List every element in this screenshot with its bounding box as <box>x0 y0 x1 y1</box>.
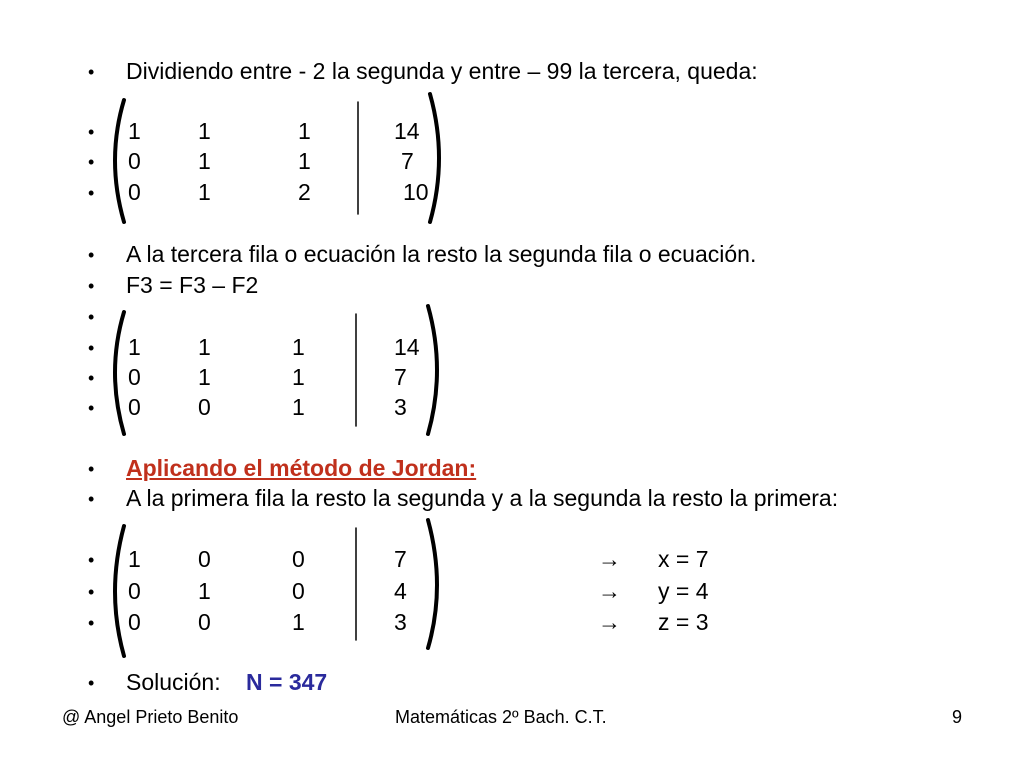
bullet: • <box>88 245 95 265</box>
result-z: z = 3 <box>658 609 709 635</box>
matrix3-cell: 0 <box>198 609 211 635</box>
bullet: • <box>88 307 95 327</box>
bullet: • <box>88 62 95 82</box>
intro-text: Dividiendo entre - 2 la segunda y entre – 99 la tercera, queda: <box>126 58 758 84</box>
bullet: • <box>88 338 95 358</box>
bullet: • <box>88 368 95 388</box>
footer-course: Matemáticas 2º Bach. C.T. <box>395 707 607 727</box>
bullet: • <box>88 550 95 570</box>
matrix2-cell: 0 <box>128 394 141 420</box>
matrix3-right-bracket <box>428 520 437 648</box>
bullet: • <box>88 459 95 479</box>
matrix1-cell: 1 <box>198 179 211 205</box>
matrix3-cell: 7 <box>394 546 407 572</box>
matrix1-cell: 10 <box>403 179 429 205</box>
matrix3-cell: 0 <box>198 546 211 572</box>
matrix1-cell: 1 <box>298 148 311 174</box>
matrix2-cell: 3 <box>394 394 407 420</box>
matrix1-cell: 1 <box>298 118 311 144</box>
matrix3-cell: 0 <box>292 546 305 572</box>
matrix2-cell: 14 <box>394 334 420 360</box>
matrix2-cell: 1 <box>128 334 141 360</box>
matrix1-cell: 2 <box>298 179 311 205</box>
matrix3-cell: 0 <box>128 578 141 604</box>
matrix3-cell: 0 <box>292 578 305 604</box>
bullet: • <box>88 673 95 693</box>
matrix3-cell: 3 <box>394 609 407 635</box>
matrix1-right-bracket <box>430 94 439 222</box>
matrix2-cell: 1 <box>198 364 211 390</box>
matrix1-cell: 1 <box>198 148 211 174</box>
matrix2-cell: 1 <box>292 394 305 420</box>
bullet: • <box>88 152 95 172</box>
matrix1-cell: 7 <box>401 148 414 174</box>
footer-author: @ Angel Prieto Benito <box>62 707 239 727</box>
matrix2-right-bracket <box>428 306 437 434</box>
result-x: x = 7 <box>658 546 709 572</box>
matrix2-cell: 0 <box>128 364 141 390</box>
matrix3-cell: 1 <box>292 609 305 635</box>
matrix3-cell: 1 <box>198 578 211 604</box>
matrix2-cell: 1 <box>198 334 211 360</box>
matrix2-cell: 0 <box>198 394 211 420</box>
bullet: • <box>88 398 95 418</box>
matrix2-left-bracket <box>115 312 124 434</box>
jordan-heading: Aplicando el método de Jordan: <box>126 455 477 481</box>
matrix1-left-bracket <box>115 100 124 222</box>
bullet: • <box>88 122 95 142</box>
matrix2-cell: 7 <box>394 364 407 390</box>
arrow-icon: → <box>598 578 621 604</box>
matrix3-cell: 1 <box>128 546 141 572</box>
arrow-icon: → <box>598 546 621 572</box>
bullet: • <box>88 276 95 296</box>
solution-label: Solución: <box>126 669 221 695</box>
matrix1-cell: 0 <box>128 148 141 174</box>
matrix1-cell: 1 <box>128 118 141 144</box>
matrix3-cell: 0 <box>128 609 141 635</box>
arrow-icon: → <box>598 609 621 635</box>
solution-value: N = 347 <box>246 669 328 695</box>
matrix1-cell: 14 <box>394 118 420 144</box>
matrix1-cell: 1 <box>198 118 211 144</box>
result-y: y = 4 <box>658 578 709 604</box>
matrix2-cell: 1 <box>292 364 305 390</box>
bullet: • <box>88 582 95 602</box>
matrix3-left-bracket <box>115 526 124 656</box>
matrix2-cell: 1 <box>292 334 305 360</box>
bullet: • <box>88 613 95 633</box>
step-formula: F3 = F3 – F2 <box>126 272 259 298</box>
matrix3-cell: 4 <box>394 578 407 604</box>
bullet: • <box>88 183 95 203</box>
jordan-text: A la primera fila la resto la segunda y a la segunda la resto la primera: <box>126 485 839 511</box>
matrix1-cell: 0 <box>128 179 141 205</box>
step-text: A la tercera fila o ecuación la resto la segunda fila o ecuación. <box>126 241 757 267</box>
footer-page-number: 9 <box>952 707 963 727</box>
bullet: • <box>88 489 95 509</box>
